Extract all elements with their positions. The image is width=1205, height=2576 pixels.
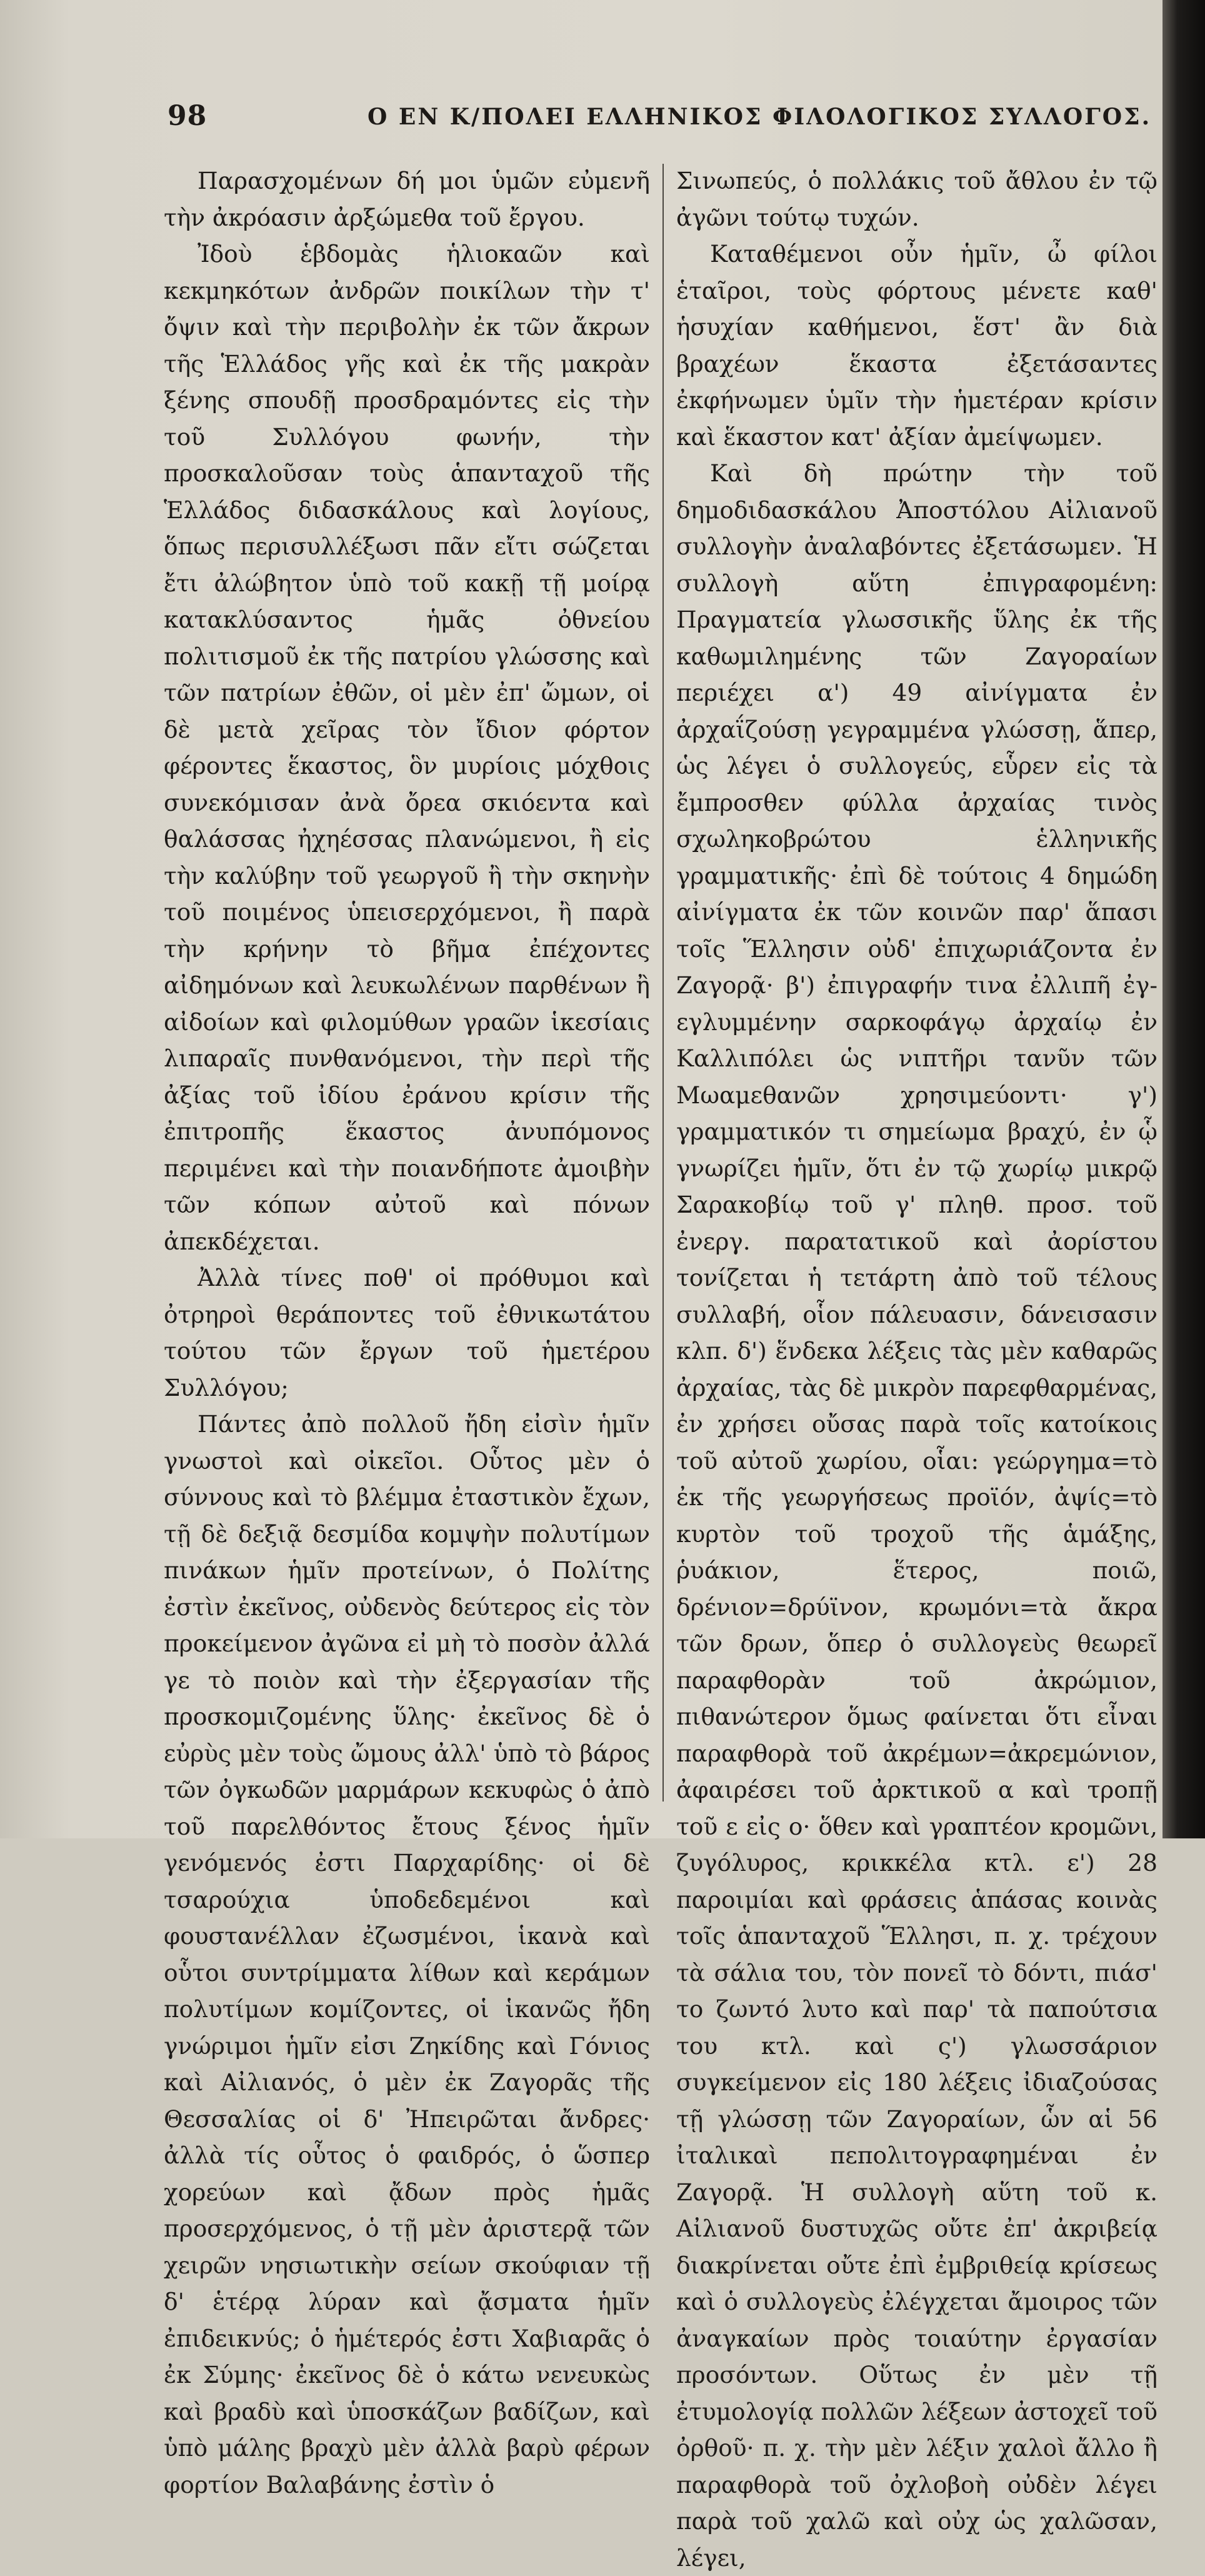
page-number: 98	[168, 100, 208, 132]
paragraph: Ἰδοὺ ἑβδομὰς ἡλιοκαῶν καὶ κεκμηκότων ἀνδρῶν ποικίλων τὴν τ' ὄψιν καὶ τὴν περιβολὴν ἐκ τῶν ἄκρων τῆς Ἑλλάδος γῆς καὶ ἐκ τῆς μακρὰν ξένης σπουδῇ προσδραμόντες εἰς τὴν τοῦ Συλλόγου φωνήν, τὴν προσκαλοῦσαν τοὺς ἁπανταχοῦ τῆς Ἑλλάδος διδασκάλους καὶ λογίους, ὅπως περισυλλέξωσι πᾶν εἴτι σώζεται ἔτι ἀλώβητον ὑπὸ τοῦ κακῇ τῇ μοίρᾳ κατακλύσαντος ἡμᾶς ὀθνείου πολιτισμοῦ ἐκ τῆς πατρίου γλώσσης καὶ τῶν πατρίων ἐθῶν, οἱ μὲν ἐπ' ὤμων, οἱ δὲ μετὰ χεῖρας τὸν ἴδιον φόρτον φέροντες ἕκαστος, ὃν μυρίοις μόχθοις συνεκόμισαν ἀνὰ ὄρεα σκιόεντα καὶ θαλάσσας ἠχηέσσας πλανώμενοι, ἢ εἰς τὴν καλύβην τοῦ γεωργοῦ ἢ τὴν σκηνὴν τοῦ ποιμένος ὑπεισερχόμενοι, ἢ παρὰ τὴν κρήνην τὸ βῆμα ἐπέχοντες αἰδημόνων καὶ λευκωλένων παρθένων ἢ αἰδοίων καὶ φιλομύθων γραῶν ἱκεσίαις λιπαραῖς πυνθανόμενοι, τὴν περὶ τῆς ἀξίας τοῦ ἰδίου ἐράνου κρίσιν τῆς ἐπιτροπῆς ἕκαστος ἀνυπόμονος περιμένει καὶ τὴν ποιανδήποτε ἀμοιβὴν τῶν κόπων αὐτοῦ καὶ πόνων ἀπεκδέχεται.	[164, 240, 650, 1255]
paragraph: Παρασχομένων δή μοι ὑμῶν εὐμενῆ τὴν ἀκρόασιν ἀρξώμεθα τοῦ ἔργου.	[164, 167, 650, 231]
right-column	[676, 163, 1158, 2572]
paragraph: Καὶ δὴ πρώτην τὴν τοῦ δημοδιδασκάλου Ἀποστόλου Αἰλιανοῦ συλλογὴν ἀναλαβόντες ἐξετάσωμεν. Ἡ συλλογὴ αὕτη ἐπιγραφομένη: Πραγματεία γλωσσικῆς ὕλης ἐκ τῆς καθωμιλημένης τῶν Ζαγοραίων περιέχει α') 49 αἰνίγματα ἐν ἀρχαΐζούσῃ γεγραμμένα γλώσσῃ, ἅπερ, ὡς λέγει ὁ συλλογεύς, εὗρεν εἰς τὰ ἔμπροσθεν φύλλα ἀρχαίας τινὸς σχωληκοβρώτου ἑλληνικῆς γραμματικῆς· ἐπὶ δὲ τούτοις 4 δημώδη αἰνίγματα ἐκ τῶν κοινῶν παρ' ἅπασι τοῖς Ἕλλησιν οὐδ' ἐπιχωριάζοντα ἐν Ζαγορᾷ· β') ἐπιγραφήν τινα ἐλλιπῆ ἐγ-εγλυμμένην σαρκοφάγῳ ἀρχαίῳ ἐν Καλλιπόλει ὡς νιπτῆρι τανῦν τῶν Μωαμεθανῶν χρησιμεύοντι· γ') γραμματικόν τι σημείωμα βραχύ, ἐν ᾧ γνωρίζει ἡμῖν, ὅτι ἐν τῷ χωρίῳ μικρῷ Σαρακοβίῳ τοῦ γ' πληθ. προσ. τοῦ ἐνεργ. παρατατικοῦ καὶ ἀορίστου τονίζεται ἡ τετάρτη ἀπὸ τοῦ τέλους συλλαβή, οἷον πάλευασιν, δάνεισασιν κλπ. δ') ἕνδεκα λέξεις τὰς μὲν καθαρῶς ἀρχαίας, τὰς δὲ μικρὸν παρεφθαρμένας, ἐν χρήσει οὔσας παρὰ τοῖς κατοίκοις τοῦ αὐτοῦ χωρίου, οἷαι: γεώργημα=τὸ ἐκ τῆς γεωργήσεως προϊόν, ἀψίς=τὸ κυρτὸν τοῦ τροχοῦ τῆς ἁμάξης, ῥυάκιον, ἕτερος, ποιῶ, δρένιον=δρύϊνον, κρωμόνι=τὰ ἄκρα τῶν δρων, ὅπερ ὁ συλλογεὺς θεωρεῖ παραφθορὰν τοῦ ἀκρώμιον, πιθανώτερον ὅμως φαίνεται ὅτι εἶναι παραφθορὰ τοῦ ἀκρέμων=ἀκρεμώνιον, ἀφαιρέσει τοῦ ἀρκτικοῦ α καὶ τροπῇ τοῦ ε εἰς ο· ὅθεν καὶ γραπτέον κρομῶνι, ζυγόλυρος, κρικκέλα κτλ. ε') 28 παροιμίαι καὶ φράσεις ἁπάσας κοινὰς τοῖς ἁπανταχοῦ Ἕλλησι, π. χ. τρέχουν τὰ σάλια του, τὸν πονεῖ τὸ δόντι, πιάσ' το ζωντό λυτο καὶ παρ' τὰ παπούτσια του κτλ. καὶ ς') γλωσσάριον συγκείμενον εἰς 180 λέξεις ἰδιαζούσας τῇ γλώσσῃ τῶν Ζαγοραίων, ὧν αἱ 56 ἰταλικαὶ πεπολιτογραφημέναι ἐν Ζαγορᾷ. Ἡ συλλογὴ αὕτη τοῦ κ. Αἰλιανοῦ δυστυχῶς οὔτε ἐπ' ἀκριβείᾳ διακρίνεται οὔτε ἐπὶ ἐμβριθείᾳ κρίσεως καὶ ὁ συλλογεὺς ἐλέγχεται ἄμοιρος τῶν ἀναγκαίων πρὸς τοιαύτην ἐργασίαν προσόντων. Οὕτως ἐν μὲν τῇ ἐτυμολογίᾳ πολλῶν λέξεων ἀστοχεῖ τοῦ ὀρθοῦ· π. χ. τὴν μὲν λέξιν χαλοὶ ἄλλο ἢ παραφθορὰ τοῦ ὀχλοβοὴ οὐδὲν λέγει παρὰ τοῦ χαλῶ καὶ οὐχ ὡς χαλῶσαν, λέγει,	[676, 459, 1158, 2572]
column-divider	[662, 164, 664, 1802]
paragraph: Καταθέμενοι οὖν ἡμῖν, ὦ φίλοι ἑταῖροι, τοὺς φόρτους μένετε καθ' ἡσυχίαν καθήμενοι, ἕστ' ἂν διὰ βραχέων ἕκαστα ἐξετάσαντες ἐκφήνωμεν ὑμῖν τὴν ἡμετέραν κρίσιν καὶ ἕκαστον κατ' ἀξίαν ἀμείψωμεν.	[676, 240, 1158, 451]
paragraph: Πάντες ἀπὸ πολλοῦ ἤδη εἰσὶν ἡμῖν γνωστοὶ καὶ οἰκεῖοι. Οὗτος μὲν ὁ σύννους καὶ τὸ βλέμμα ἐταστικὸν ἔχων, τῇ δὲ δεξιᾷ δεσμίδα κομψὴν πολυτίμων πινάκων ἡμῖν προτείνων, ὁ Πολίτης ἐστὶν ἐκεῖνος, οὐδενὸς δεύτερος εἰς τὸν προκείμενον ἀγῶνα εἰ μὴ τὸ ποσὸν ἀλλά γε τὸ ποιὸν καὶ τὴν ἐξεργασίαν τῆς προσκομιζομένης ὕλης· ἐκεῖνος δὲ ὁ εὐρὺς μὲν τοὺς ὤμους ἀλλ' ὑπὸ τὸ βάρος τῶν ὀγκωδῶν μαρμάρων κεκυφὼς ὁ ἀπὸ τοῦ παρελθόντος ἔτους ξένος ἡμῖν γενόμενός ἐστι Παρχαρίδης· οἱ δὲ τσαρούχια ὑποδεδεμένοι καὶ φουστανέλλαν ἐζωσμένοι, ἱκανὰ καὶ οὗτοι συντρίμματα λίθων καὶ κεράμων πολυτίμων κομίζοντες, οἱ ἱκανῶς ἤδη γνώριμοι ἡμῖν εἰσι Ζηκίδης καὶ Γόνιος καὶ Αἰλιανός, ὁ μὲν ἐκ Ζαγορᾶς τῆς Θεσσαλίας οἱ δ' Ἠπειρῶται ἄνδρες· ἀλλὰ τίς οὗτος ὁ φαιδρός, ὁ ὥσπερ χορεύων καὶ ᾄδων πρὸς ἡμᾶς προσερχόμενος, ὁ τῇ μὲν ἀριστερᾷ τῶν χειρῶν νησιωτικὴν σείων σκούφιαν τῇ δ' ἑτέρᾳ λύραν καὶ ᾄσματα ἡμῖν ἐπιδεικνύς; ὁ ἡμέτερός ἐστι Χαβιαρᾶς ὁ ἐκ Σύμης· ἐκεῖνος δὲ ὁ κάτω νενευκὼς καὶ βραδὺ καὶ ὑποσκάζων βαδίζων, καὶ ὑπὸ μάλης βραχὺ μὲν ἀλλὰ βαρὺ φέρων φορτίον Βαλαβάνης ἐστὶν ὁ	[164, 1410, 650, 2498]
paragraph: Σινωπεύς, ὁ πολλάκις τοῦ ἄθλου ἐν τῷ ἀγῶνι τούτῳ τυχών.	[676, 167, 1158, 231]
page-header	[168, 100, 1152, 144]
running-head: Ο ΕΝ Κ/ΠΟΛΕΙ ΕΛΛΗΝΙΚΟΣ ΦΙΛΟΛΟΓΙΚΟΣ ΣΥΛΛΟΓΟΣ.	[368, 104, 1152, 130]
left-column	[164, 163, 650, 2498]
book-spine-edge	[1162, 0, 1205, 1838]
paragraph: Ἀλλὰ τίνες ποθ' οἱ πρόθυμοι καὶ ὀτρηροὶ θεράποντες τοῦ ἐθνικωτάτου τούτου τῶν ἔργων τοῦ ἡμετέρου Συλλόγου;	[164, 1264, 650, 1401]
